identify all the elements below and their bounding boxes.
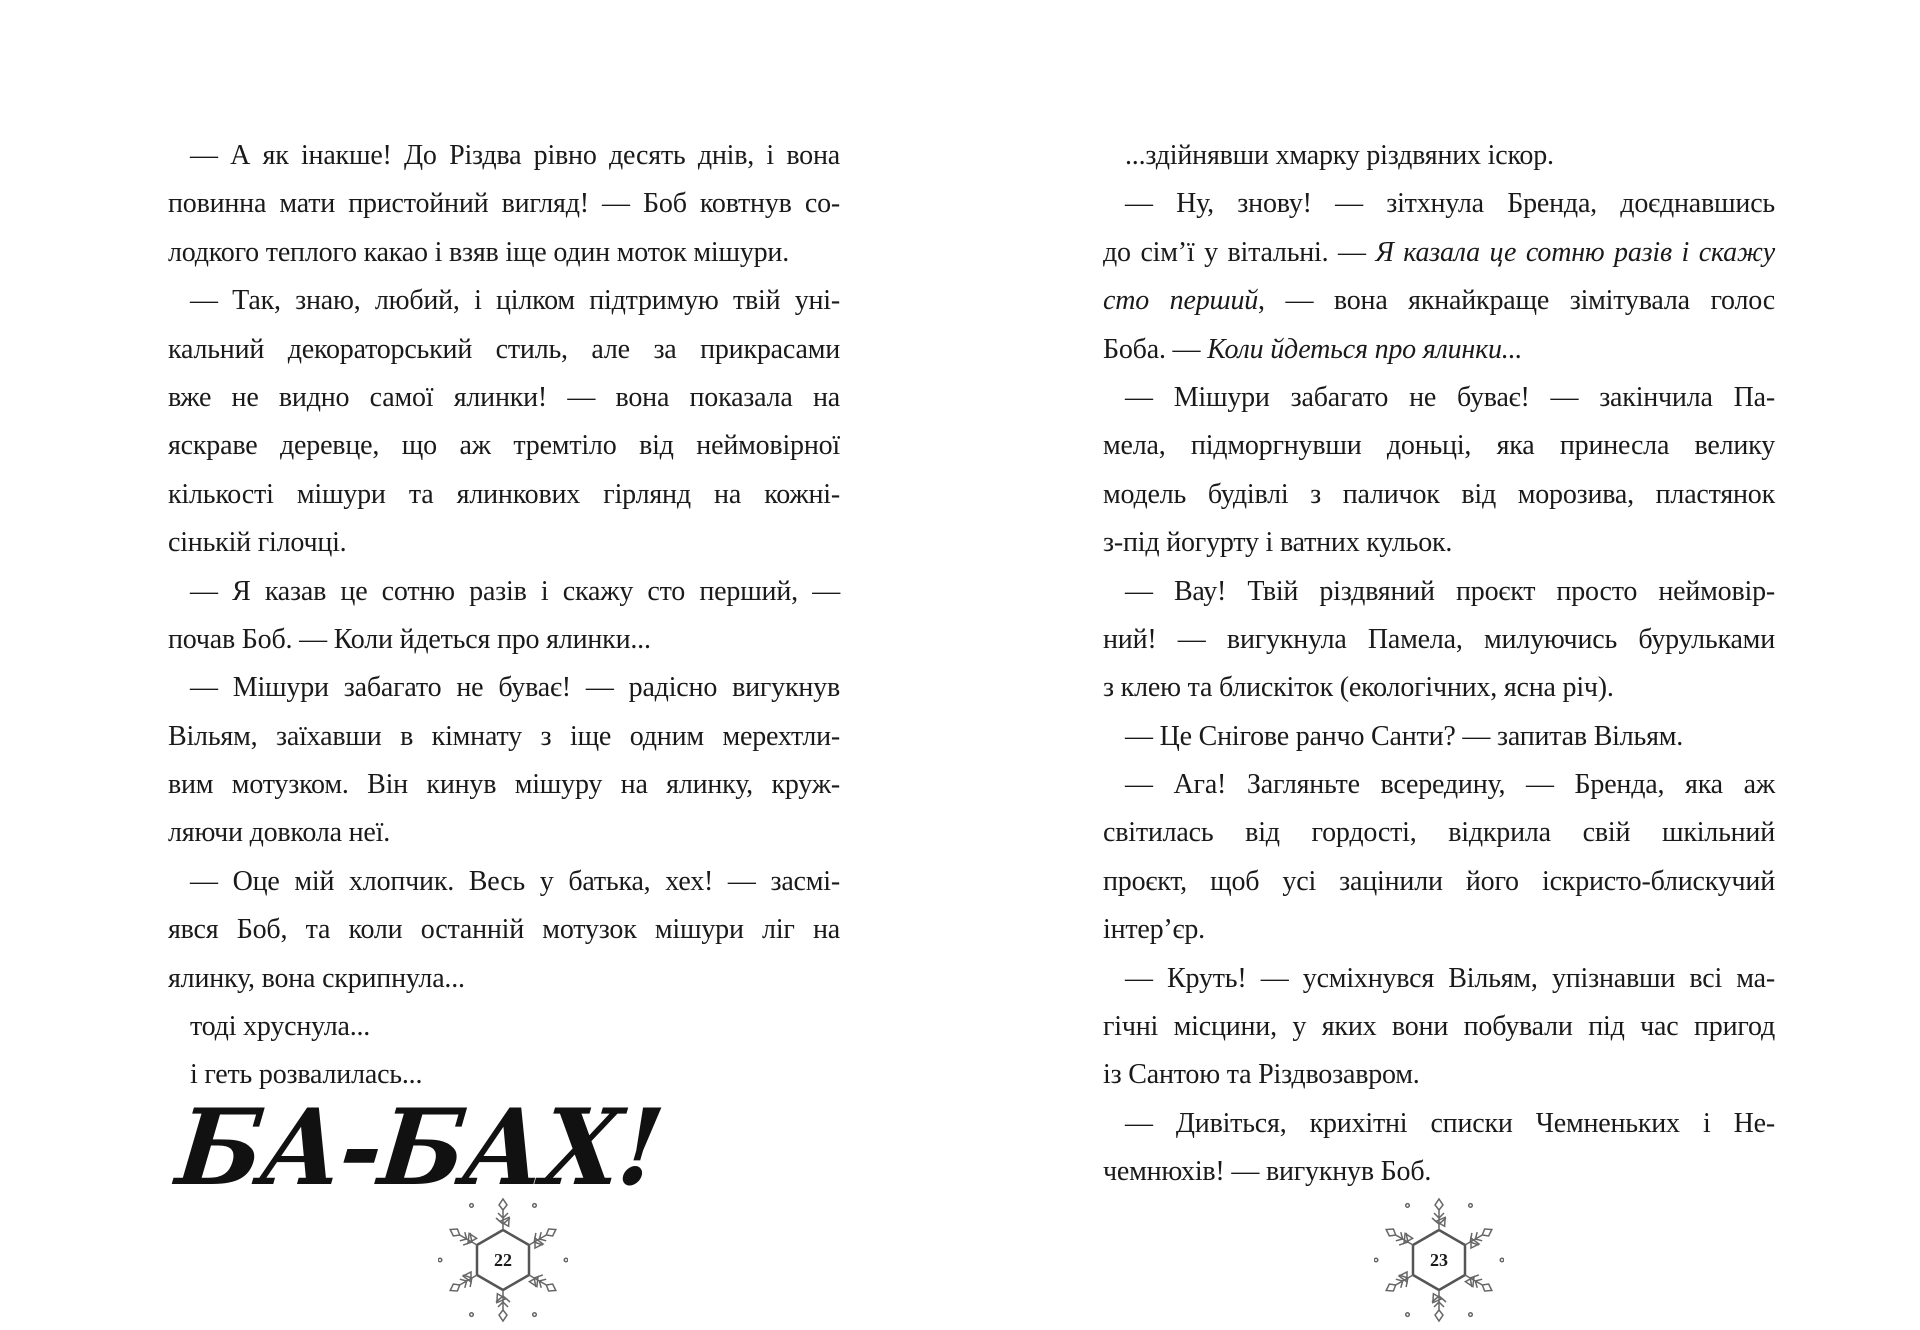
- text-segment: із Сантою та Різдвозавром.: [1103, 1059, 1420, 1091]
- text-line: [168, 906, 840, 954]
- text-segment: лодкого теплого какао і взяв іще один моток мішури.: [168, 236, 790, 268]
- text-line: [168, 471, 840, 519]
- right-page-text: [1103, 132, 1775, 1197]
- text-line: [1103, 1100, 1775, 1148]
- text-line: [168, 519, 840, 567]
- text-line: [1103, 616, 1775, 664]
- page-number: 23: [1430, 1250, 1448, 1270]
- text-segment: тоді хруснула...: [190, 1011, 371, 1043]
- text-segment: до сім’ї у вітальні. —: [1103, 236, 1376, 268]
- text-line: [168, 180, 840, 228]
- text-line: [168, 374, 840, 422]
- text-line: [1103, 229, 1775, 277]
- text-line: [1103, 1003, 1775, 1051]
- text-segment: світилась від гордості, відкрила свій шкільний: [1103, 817, 1775, 849]
- text-line: [168, 277, 840, 325]
- text-line: [168, 664, 840, 712]
- text-line: [1103, 422, 1775, 470]
- text-segment: Боба. —: [1103, 333, 1208, 365]
- text-segment: і геть розвалилась...: [190, 1059, 423, 1091]
- text-segment: повинна мати пристойний вигляд! — Боб ковтнув со-: [168, 188, 840, 220]
- text-line: [168, 229, 840, 277]
- text-line: [1103, 568, 1775, 616]
- text-line: [1103, 955, 1775, 1003]
- text-segment: — Мішури забагато не буває! — радісно вигукнув: [190, 672, 840, 704]
- text-line: [1103, 132, 1775, 180]
- text-segment: вим мотузком. Він кинув мішуру на ялинку, круж-: [168, 769, 840, 801]
- text-line: [1103, 906, 1775, 954]
- text-segment: кальний декораторський стиль, але за прикрасами: [168, 333, 840, 365]
- text-segment: кількості мішури та ялинкових гірлянд на кожні-: [168, 478, 840, 510]
- text-line: [168, 132, 840, 180]
- text-segment: гічні місцини, у яких вони побували під час пригод: [1103, 1011, 1775, 1043]
- italic-text: Я казала це сотню разів і скажу: [1375, 236, 1775, 268]
- text-line: [1103, 761, 1775, 809]
- text-segment: мела, підморгнувши доньці, яка принесла велику: [1103, 430, 1775, 462]
- text-line: [168, 761, 840, 809]
- text-line: [168, 616, 840, 664]
- text-segment: — Дивіться, крихітні списки Чемненьких і Не-: [1125, 1107, 1775, 1139]
- text-segment: — Мішури забагато не буває! — закінчила Па-: [1125, 381, 1775, 413]
- text-segment: модель будівлі з паличок від морозива, пластянок: [1103, 478, 1775, 510]
- page-number-ornament-right: [1374, 1195, 1504, 1325]
- text-segment: вже не видно самої ялинки! — вона показала на: [168, 381, 840, 413]
- text-line: [1103, 519, 1775, 567]
- text-line: [168, 713, 840, 761]
- text-line: [1103, 809, 1775, 857]
- text-line: [168, 809, 840, 857]
- text-line: [1103, 858, 1775, 906]
- text-line: [168, 1003, 840, 1051]
- text-segment: — Круть! — усміхнувся Вільям, упізнавши всі ма-: [1125, 962, 1775, 994]
- text-line: [168, 568, 840, 616]
- text-segment: чемнюхів! — вигукнув Боб.: [1103, 1156, 1432, 1188]
- text-segment: ...здійнявши хмарку різдвяних іскор.: [1125, 140, 1554, 171]
- text-segment: сінькій гілочці.: [168, 527, 347, 559]
- text-segment: — Ну, знову! — зітхнула Бренда, доєднавшись: [1125, 188, 1775, 220]
- text-line: [168, 858, 840, 906]
- text-line: [168, 955, 840, 1003]
- text-segment: ляючи довкола неї.: [168, 817, 391, 849]
- text-line: [1103, 664, 1775, 712]
- text-segment: яскраве деревце, що аж тремтіло від неймовірної: [168, 430, 840, 462]
- text-line: [1103, 1051, 1775, 1099]
- text-segment: — А як інакше! До Різдва рівно десять днів, і вона: [190, 140, 840, 171]
- text-line: [1103, 180, 1775, 228]
- text-line: [1103, 374, 1775, 422]
- text-line: [1103, 1148, 1775, 1196]
- text-segment: явся Боб, та коли останній мотузок мішури ліг на: [168, 914, 840, 946]
- page-number-ornament-left: [438, 1195, 568, 1325]
- text-line: [1103, 326, 1775, 374]
- text-segment: проєкт, щоб усі зацінили його іскристо-блискучий: [1103, 865, 1775, 897]
- italic-text: сто перший: [1103, 285, 1259, 317]
- text-segment: — Оце мій хлопчик. Весь у батька, хех! — засмі-: [190, 865, 840, 897]
- text-line: [168, 326, 840, 374]
- text-segment: Вільям, заїхавши в кімнату з іще одним мерехтли-: [168, 720, 840, 752]
- text-line: [1103, 277, 1775, 325]
- text-segment: — Ага! Загляньте всередину, — Бренда, яка аж: [1125, 769, 1775, 801]
- text-segment: — Вау! Твій різдвяний проєкт просто неймовір-: [1125, 575, 1775, 607]
- text-line: [1103, 713, 1775, 761]
- text-line: [168, 422, 840, 470]
- left-page-text: [168, 132, 840, 1100]
- text-segment: — Так, знаю, любий, і цілком підтримую твій уні-: [190, 285, 840, 317]
- sound-effect-heading: БА-БАХ!: [171, 1085, 668, 1209]
- page-number: 22: [494, 1250, 512, 1270]
- italic-text: Коли йдеться про ялинки...: [1207, 333, 1523, 365]
- text-segment: з клею та блискіток (екологічних, ясна річ).: [1103, 672, 1614, 704]
- text-line: [1103, 471, 1775, 519]
- text-segment: — Це Снігове ранчо Санти? — запитав Вільям.: [1125, 720, 1684, 752]
- text-segment: інтер’єр.: [1103, 914, 1205, 946]
- text-segment: ний! — вигукнула Памела, милуючись бурульками: [1103, 623, 1775, 655]
- text-segment: з-під йогурту і ватних кульок.: [1103, 527, 1453, 559]
- text-segment: ялинку, вона скрипнула...: [168, 962, 465, 994]
- text-segment: — Я казав це сотню разів і скажу сто перший, —: [190, 575, 840, 607]
- text-segment: , — вона якнайкраще зімітувала голос: [1258, 285, 1775, 317]
- text-segment: почав Боб. — Коли йдеться про ялинки...: [168, 623, 651, 655]
